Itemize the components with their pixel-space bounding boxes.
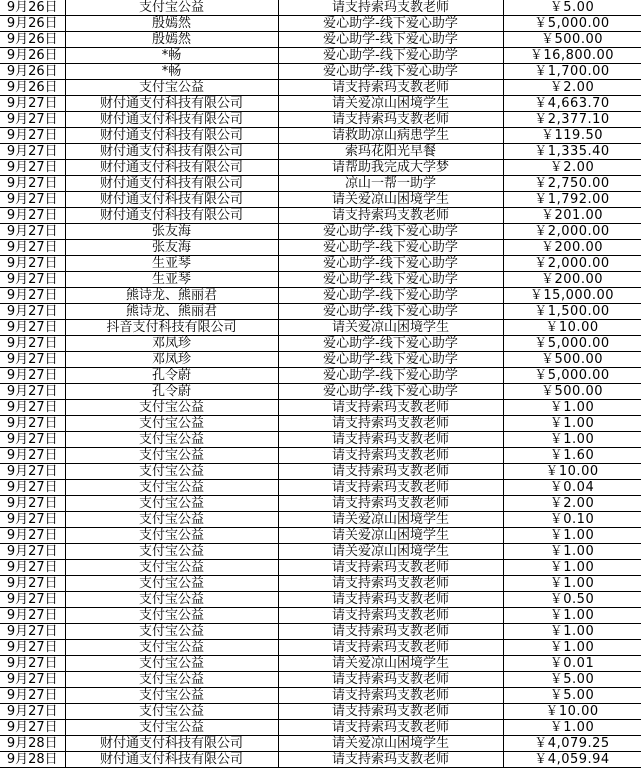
cell-amount[interactable]: ￥500.00 [503,352,641,368]
cell-donor[interactable]: 财付通支付科技有限公司 [65,176,278,192]
cell-purpose[interactable]: 请帮助我完成大学梦 [278,160,503,176]
cell-date[interactable]: 9月27日 [0,192,65,208]
cell-date[interactable]: 9月27日 [0,496,65,512]
cell-date[interactable]: 9月27日 [0,144,65,160]
cell-amount[interactable]: ￥10.00 [503,704,641,720]
table-row [0,32,641,48]
cell-purpose[interactable]: 请支持索玛支教老师 [278,80,503,96]
cell-donor[interactable]: *畅 [65,64,278,80]
cell-date[interactable]: 9月28日 [0,736,65,752]
cell-donor[interactable]: *畅 [65,48,278,64]
table-row [0,288,641,304]
cell-date[interactable]: 9月26日 [0,80,65,96]
cell-purpose[interactable]: 爱心助学-线下爱心助学 [278,304,503,320]
cell-date[interactable]: 9月27日 [0,672,65,688]
cell-purpose[interactable]: 请关爱凉山困境学生 [278,192,503,208]
cell-purpose[interactable]: 请支持索玛支教老师 [278,560,503,576]
table-row [0,224,641,240]
cell-donor[interactable]: 支付宝公益 [65,448,278,464]
cell-amount[interactable]: ￥15,000.00 [503,288,641,304]
table-row [0,256,641,272]
cell-date[interactable]: 9月26日 [0,0,65,16]
cell-purpose[interactable]: 请支持索玛支教老师 [278,624,503,640]
cell-purpose[interactable]: 爱心助学-线下爱心助学 [278,16,503,32]
cell-donor[interactable]: 支付宝公益 [65,672,278,688]
cell-purpose[interactable]: 爱心助学-线下爱心助学 [278,384,503,400]
cell-amount[interactable]: ￥1.00 [503,544,641,560]
cell-donor[interactable]: 支付宝公益 [65,704,278,720]
cell-amount[interactable]: ￥5.00 [503,0,641,16]
cell-amount[interactable]: ￥0.01 [503,656,641,672]
cell-amount[interactable]: ￥1.00 [503,400,641,416]
cell-date[interactable]: 9月27日 [0,128,65,144]
table-row [0,368,641,384]
table-row [0,496,641,512]
cell-amount[interactable]: ￥200.00 [503,240,641,256]
cell-date[interactable]: 9月27日 [0,208,65,224]
cell-purpose[interactable]: 请支持索玛支教老师 [278,752,503,768]
cell-date[interactable]: 9月27日 [0,416,65,432]
table-row [0,640,641,656]
cell-purpose[interactable]: 请支持索玛支教老师 [278,432,503,448]
cell-amount[interactable]: ￥1.00 [503,416,641,432]
table-row [0,512,641,528]
cell-date[interactable]: 9月27日 [0,304,65,320]
cell-donor[interactable]: 财付通支付科技有限公司 [65,160,278,176]
cell-purpose[interactable]: 请支持索玛支教老师 [278,464,503,480]
table-row [0,656,641,672]
cell-donor[interactable]: 支付宝公益 [65,544,278,560]
cell-amount[interactable]: ￥2,000.00 [503,256,641,272]
cell-date[interactable]: 9月27日 [0,432,65,448]
table-row [0,272,641,288]
cell-date[interactable]: 9月27日 [0,256,65,272]
cell-amount[interactable]: ￥4,663.70 [503,96,641,112]
table-row [0,432,641,448]
cell-donor[interactable]: 生亚琴 [65,272,278,288]
cell-amount[interactable]: ￥5,000.00 [503,368,641,384]
table-row [0,208,641,224]
cell-amount[interactable]: ￥1,792.00 [503,192,641,208]
cell-amount[interactable]: ￥1.00 [503,576,641,592]
cell-donor[interactable]: 财付通支付科技有限公司 [65,128,278,144]
cell-purpose[interactable]: 请支持索玛支教老师 [278,592,503,608]
cell-date[interactable]: 9月26日 [0,16,65,32]
table-row [0,192,641,208]
cell-date[interactable]: 9月27日 [0,352,65,368]
cell-purpose[interactable]: 请支持索玛支教老师 [278,608,503,624]
cell-donor[interactable]: 支付宝公益 [65,400,278,416]
cell-donor[interactable]: 孔令蔚 [65,368,278,384]
cell-donor[interactable]: 支付宝公益 [65,608,278,624]
cell-donor[interactable]: 财付通支付科技有限公司 [65,112,278,128]
cell-amount[interactable]: ￥5.00 [503,672,641,688]
cell-donor[interactable]: 熊诗龙、熊丽君 [65,304,278,320]
cell-date[interactable]: 9月27日 [0,688,65,704]
cell-date[interactable]: 9月26日 [0,64,65,80]
cell-purpose[interactable]: 请支持索玛支教老师 [278,480,503,496]
cell-donor[interactable]: 支付宝公益 [65,528,278,544]
table-row [0,112,641,128]
cell-date[interactable]: 9月27日 [0,624,65,640]
cell-purpose[interactable]: 爱心助学-线下爱心助学 [278,32,503,48]
cell-purpose[interactable]: 请关爱凉山困境学生 [278,320,503,336]
cell-purpose[interactable]: 请关爱凉山困境学生 [278,736,503,752]
cell-date[interactable]: 9月27日 [0,176,65,192]
table-row [0,528,641,544]
table-row [0,48,641,64]
cell-amount[interactable]: ￥0.04 [503,480,641,496]
cell-date[interactable]: 9月27日 [0,320,65,336]
table-row [0,400,641,416]
cell-amount[interactable]: ￥2.00 [503,160,641,176]
table-row [0,144,641,160]
cell-amount[interactable]: ￥2,000.00 [503,224,641,240]
cell-purpose[interactable]: 请支持索玛支教老师 [278,576,503,592]
cell-donor[interactable]: 支付宝公益 [65,624,278,640]
table-row [0,752,641,768]
table-row [0,0,641,16]
cell-purpose[interactable]: 请支持索玛支教老师 [278,688,503,704]
cell-amount[interactable]: ￥1.00 [503,720,641,736]
cell-donor[interactable]: 支付宝公益 [65,720,278,736]
cell-date[interactable]: 9月27日 [0,400,65,416]
cell-amount[interactable]: ￥2.00 [503,496,641,512]
cell-date[interactable]: 9月26日 [0,32,65,48]
cell-date[interactable]: 9月27日 [0,608,65,624]
cell-date[interactable]: 9月27日 [0,368,65,384]
cell-date[interactable]: 9月27日 [0,240,65,256]
cell-purpose[interactable]: 请支持索玛支教老师 [278,0,503,16]
cell-purpose[interactable]: 爱心助学-线下爱心助学 [278,336,503,352]
cell-donor[interactable]: 财付通支付科技有限公司 [65,736,278,752]
cell-purpose[interactable]: 请支持索玛支教老师 [278,496,503,512]
cell-amount[interactable]: ￥201.00 [503,208,641,224]
cell-donor[interactable]: 支付宝公益 [65,592,278,608]
cell-date[interactable]: 9月27日 [0,720,65,736]
table-row [0,464,641,480]
cell-donor[interactable]: 财付通支付科技有限公司 [65,96,278,112]
cell-date[interactable]: 9月27日 [0,528,65,544]
cell-amount[interactable]: ￥1.00 [503,608,641,624]
cell-date[interactable]: 9月27日 [0,512,65,528]
cell-amount[interactable]: ￥119.50 [503,128,641,144]
table-row [0,688,641,704]
cell-donor[interactable]: 支付宝公益 [65,432,278,448]
cell-date[interactable]: 9月27日 [0,96,65,112]
cell-donor[interactable]: 支付宝公益 [65,416,278,432]
cell-date[interactable]: 9月27日 [0,448,65,464]
cell-amount[interactable]: ￥5,000.00 [503,16,641,32]
cell-purpose[interactable]: 请支持索玛支教老师 [278,448,503,464]
cell-donor[interactable]: 支付宝公益 [65,576,278,592]
cell-purpose[interactable]: 爱心助学-线下爱心助学 [278,368,503,384]
table-row [0,704,641,720]
table-row [0,336,641,352]
cell-donor[interactable]: 支付宝公益 [65,512,278,528]
cell-purpose[interactable]: 请支持索玛支教老师 [278,400,503,416]
table-row [0,624,641,640]
cell-purpose[interactable]: 爱心助学-线下爱心助学 [278,240,503,256]
cell-date[interactable]: 9月27日 [0,704,65,720]
cell-amount[interactable]: ￥1.00 [503,624,641,640]
table-row [0,672,641,688]
cell-donor[interactable]: 支付宝公益 [65,480,278,496]
table-row [0,320,641,336]
cell-donor[interactable]: 支付宝公益 [65,464,278,480]
cell-donor[interactable]: 财付通支付科技有限公司 [65,208,278,224]
cell-purpose[interactable]: 请关爱凉山困境学生 [278,544,503,560]
table-row [0,16,641,32]
table-row [0,304,641,320]
cell-purpose[interactable]: 请支持索玛支教老师 [278,416,503,432]
cell-amount[interactable]: ￥1,335.40 [503,144,641,160]
cell-amount[interactable]: ￥0.10 [503,512,641,528]
cell-purpose[interactable]: 请支持索玛支教老师 [278,112,503,128]
cell-donor[interactable]: 支付宝公益 [65,560,278,576]
table-row [0,544,641,560]
cell-donor[interactable]: 邓凤珍 [65,336,278,352]
cell-purpose[interactable]: 请关爱凉山困境学生 [278,656,503,672]
cell-date[interactable]: 9月27日 [0,288,65,304]
cell-date[interactable]: 9月28日 [0,752,65,768]
cell-amount[interactable]: ￥0.50 [503,592,641,608]
table-row [0,176,641,192]
cell-amount[interactable]: ￥1.60 [503,448,641,464]
cell-amount[interactable]: ￥2,377.10 [503,112,641,128]
cell-purpose[interactable]: 请关爱凉山困境学生 [278,512,503,528]
cell-donor[interactable]: 财付通支付科技有限公司 [65,752,278,768]
cell-amount[interactable]: ￥1,700.00 [503,64,641,80]
table-row [0,448,641,464]
cell-donor[interactable]: 张友海 [65,224,278,240]
cell-date[interactable]: 9月27日 [0,112,65,128]
cell-purpose[interactable]: 请支持索玛支教老师 [278,672,503,688]
cell-donor[interactable]: 支付宝公益 [65,496,278,512]
table-row [0,96,641,112]
table-row [0,240,641,256]
cell-date[interactable]: 9月27日 [0,224,65,240]
cell-purpose[interactable]: 爱心助学-线下爱心助学 [278,64,503,80]
cell-amount[interactable]: ￥2.00 [503,80,641,96]
cell-purpose[interactable]: 爱心助学-线下爱心助学 [278,48,503,64]
cell-donor[interactable]: 支付宝公益 [65,688,278,704]
cell-donor[interactable]: 财付通支付科技有限公司 [65,144,278,160]
cell-amount[interactable]: ￥500.00 [503,32,641,48]
cell-date[interactable]: 9月27日 [0,560,65,576]
cell-amount[interactable]: ￥1,500.00 [503,304,641,320]
cell-date[interactable]: 9月27日 [0,160,65,176]
cell-date[interactable]: 9月27日 [0,336,65,352]
cell-date[interactable]: 9月27日 [0,384,65,400]
cell-purpose[interactable]: 爱心助学-线下爱心助学 [278,352,503,368]
cell-purpose[interactable]: 爱心助学-线下爱心助学 [278,288,503,304]
cell-amount[interactable]: ￥4,059.94 [503,752,641,768]
cell-purpose[interactable]: 凉山一帮一助学 [278,176,503,192]
cell-purpose[interactable]: 请支持索玛支教老师 [278,640,503,656]
cell-amount[interactable]: ￥16,800.00 [503,48,641,64]
table-row [0,608,641,624]
cell-amount[interactable]: ￥500.00 [503,384,641,400]
cell-donor[interactable]: 殷嫣然 [65,32,278,48]
cell-date[interactable]: 9月27日 [0,640,65,656]
cell-donor[interactable]: 抖音支付科技有限公司 [65,320,278,336]
cell-purpose[interactable]: 请支持索玛支教老师 [278,720,503,736]
cell-amount[interactable]: ￥5.00 [503,688,641,704]
cell-amount[interactable]: ￥10.00 [503,320,641,336]
cell-purpose[interactable]: 请关爱凉山困境学生 [278,96,503,112]
table-row [0,352,641,368]
cell-purpose[interactable]: 爱心助学-线下爱心助学 [278,256,503,272]
table-row [0,480,641,496]
table-row [0,80,641,96]
cell-amount[interactable]: ￥2,750.00 [503,176,641,192]
cell-date[interactable]: 9月27日 [0,576,65,592]
table-row [0,560,641,576]
cell-donor[interactable]: 殷嫣然 [65,16,278,32]
cell-donor[interactable]: 邓凤珍 [65,352,278,368]
table-row [0,736,641,752]
cell-amount[interactable]: ￥5,000.00 [503,336,641,352]
cell-purpose[interactable]: 请支持索玛支教老师 [278,704,503,720]
cell-date[interactable]: 9月26日 [0,48,65,64]
table-row [0,720,641,736]
cell-donor[interactable]: 张友海 [65,240,278,256]
table-row [0,384,641,400]
cell-purpose[interactable]: 爱心助学-线下爱心助学 [278,224,503,240]
cell-amount[interactable]: ￥1.00 [503,432,641,448]
cell-purpose[interactable]: 索玛花阳光早餐 [278,144,503,160]
cell-amount[interactable]: ￥1.00 [503,560,641,576]
table-row [0,576,641,592]
cell-date[interactable]: 9月27日 [0,464,65,480]
table-row [0,160,641,176]
cell-date[interactable]: 9月27日 [0,272,65,288]
cell-purpose[interactable]: 请救助凉山病患学生 [278,128,503,144]
cell-donor[interactable]: 孔令蔚 [65,384,278,400]
cell-donor[interactable]: 生亚琴 [65,256,278,272]
cell-date[interactable]: 9月27日 [0,544,65,560]
table-row [0,64,641,80]
cell-amount[interactable]: ￥1.00 [503,528,641,544]
cell-purpose[interactable]: 请关爱凉山困境学生 [278,528,503,544]
cell-donor[interactable]: 支付宝公益 [65,656,278,672]
cell-date[interactable]: 9月27日 [0,592,65,608]
cell-donor[interactable]: 支付宝公益 [65,640,278,656]
cell-donor[interactable]: 支付宝公益 [65,80,278,96]
table-row [0,416,641,432]
table-row [0,592,641,608]
cell-date[interactable]: 9月27日 [0,656,65,672]
table-row [0,128,641,144]
cell-donor[interactable]: 熊诗龙、熊丽君 [65,288,278,304]
cell-amount[interactable]: ￥200.00 [503,272,641,288]
cell-purpose[interactable]: 请支持索玛支教老师 [278,208,503,224]
cell-donor[interactable]: 支付宝公益 [65,0,278,16]
cell-amount[interactable]: ￥4,079.25 [503,736,641,752]
cell-donor[interactable]: 财付通支付科技有限公司 [65,192,278,208]
cell-purpose[interactable]: 爱心助学-线下爱心助学 [278,272,503,288]
cell-date[interactable]: 9月27日 [0,480,65,496]
cell-amount[interactable]: ￥1.00 [503,640,641,656]
cell-amount[interactable]: ￥10.00 [503,464,641,480]
